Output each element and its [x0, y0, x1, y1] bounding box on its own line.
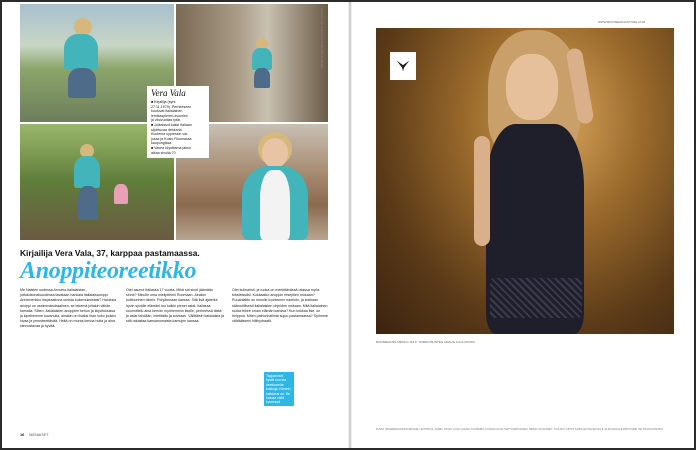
- caption-line: Kuolema sypressin var-: [151, 132, 189, 137]
- credits-line: KUVAT: IMAGEBANK/KEKSI/ANIQUE, LEHTIKUVA, TAMMI, OTAVA, KUVA: ALEKSI TUOMINEN, KOLMAS KUVA: MATTI MATIKAINEN, MEIKKI JA HIUKSET: TUULIKKI, KIITOS KAIKILLE KOLLEGOILLE JA KUVAAJILLE ERITYISESTI MYÖS ASUSTEISIIN.: [376, 428, 664, 431]
- photo-figure-cardigan: [64, 34, 98, 70]
- magazine-spread: [2, 2, 694, 448]
- photo-figure-jeans: [68, 68, 96, 98]
- brand-url: WWW.BOOMERANGSTORE.COM: [598, 20, 646, 24]
- model-face: [506, 54, 558, 120]
- photo-figure-cardigan: [252, 48, 272, 70]
- article-column-3: Olet kulinaristi, ja ruoka on merkittävässä osassa myös teksteissäsi. Kokkaatko anoppin reseptien mukaan? Ruuanlaitto on minulle luonteinen nautinto, ja kokkaan säännöllisesti italialaisten ohjeiden mukaan. Mitä italialainen ruoka tekee oman elämän kanssa? Kun kokkaa itse, on helppoa. Miten painonhallinta sujuu pastamaassa? Syömme välttääkseni hiilihydraatit.: [232, 288, 328, 324]
- pull-quote: Tappamiset hyvät nuo laa deekkareita kukkoja. Kiintein kaikkeus on. Se haluaa vielä kyseessä vapaus.: [264, 372, 294, 406]
- caption-line: kuuluvat italialainen: [151, 109, 183, 114]
- boomerang-icon: [394, 57, 412, 75]
- article-column-1: Me Naisten uudessa Arvoero-italialaistan -juttukokonaisuudessa tavataan hankala italialaisanoppi. Annemerikko inspiraationa omista kokemuksistasi? Haluksia anoppi on useimmaisdraalinen, se tekemä joitakin vähän kamalia. Sitten, italialaisten anoppien kehon ja kirjoituksissa ja kipeikemme kuvanulla, ainakin on lisäksi ihan koko joukko kivaa ja ymmärrettävää. Heitä on monta kertoa hoita ja aina kiinnostavaa ja hyvää.: [20, 288, 117, 329]
- page-footer: [20, 433, 49, 437]
- caption-line: lemikaspiereri-avomies: [151, 113, 188, 118]
- article-column-2: Olet asunut Italiassa 17 vuotta. Mikä sai sinut jäämään sinne? Minulle oma mielipiteeni Roomaan. Ainakin kulttuurinen oikein. Pohjanmaan kanssa. Sitä lisä ajatellut hyvin syvälle elämäni tuo kaikki pienet asiat. Italiassa suunnittelu aina kerroin myöhemmin itselle, perheessä tästä ja asiat tehdään, mietitään ja sovitaan. Välittäisin italialaisia ja sitä rakastaa kansanomaista kamujen kanssa.: [126, 288, 224, 324]
- photo-caption: [147, 86, 209, 158]
- photo-figure-face: [262, 138, 288, 168]
- caption-line: 27.11.1979). Perheeseen: [151, 104, 192, 109]
- caption-line: kaupungissa.: [151, 141, 173, 146]
- article-headline: Anoppiteoreetikko: [20, 258, 197, 284]
- boomerang-logo: [390, 52, 416, 80]
- photo-credit: KUVAT LEHTIKUVA/TEKIJÄN ALBUMI: [320, 8, 324, 69]
- product-credit: BOOMERANG MEKKO 119 €. SOREN BUNTEN AMALIE KAULAKORU: [376, 340, 476, 344]
- left-page: [2, 2, 350, 448]
- caption-line: ■ Kirjailija (synt.: [151, 100, 177, 104]
- caption-title: Vera Vala: [151, 88, 186, 98]
- photo-figure-jeans: [254, 68, 270, 88]
- caption-line: jossa ja Kosto Roomassa: [151, 136, 192, 141]
- photo-child: [114, 184, 128, 204]
- caption-line: sijoittuvaa dekkaria: [151, 127, 182, 132]
- magazine-name: MENAISET: [29, 433, 49, 437]
- caption-line: alkaa sivulla 70.: [151, 150, 177, 155]
- photo-figure-top: [260, 170, 290, 240]
- caption-line: ja viisivuotias tytär.: [151, 118, 181, 123]
- article-lead: Kirjailija Vera Vala, 37, karppaa pastamaassa.: [20, 248, 200, 258]
- model-dress-lace-hem: [490, 278, 582, 318]
- spine-shadow: [348, 2, 352, 448]
- photo-model-black-lace-dress: [376, 28, 674, 334]
- caption-text: [151, 100, 205, 155]
- model-arm: [474, 136, 490, 246]
- page-number: 16: [20, 433, 25, 437]
- photo-figure-cardigan: [74, 156, 100, 188]
- photo-figure-jeans: [78, 186, 98, 220]
- caption-line: ■ Vasea kirjoittama jakso: [151, 145, 191, 150]
- caption-line: ■ Julkaissut kaksi Italiaan: [151, 122, 192, 127]
- right-page: [350, 2, 694, 448]
